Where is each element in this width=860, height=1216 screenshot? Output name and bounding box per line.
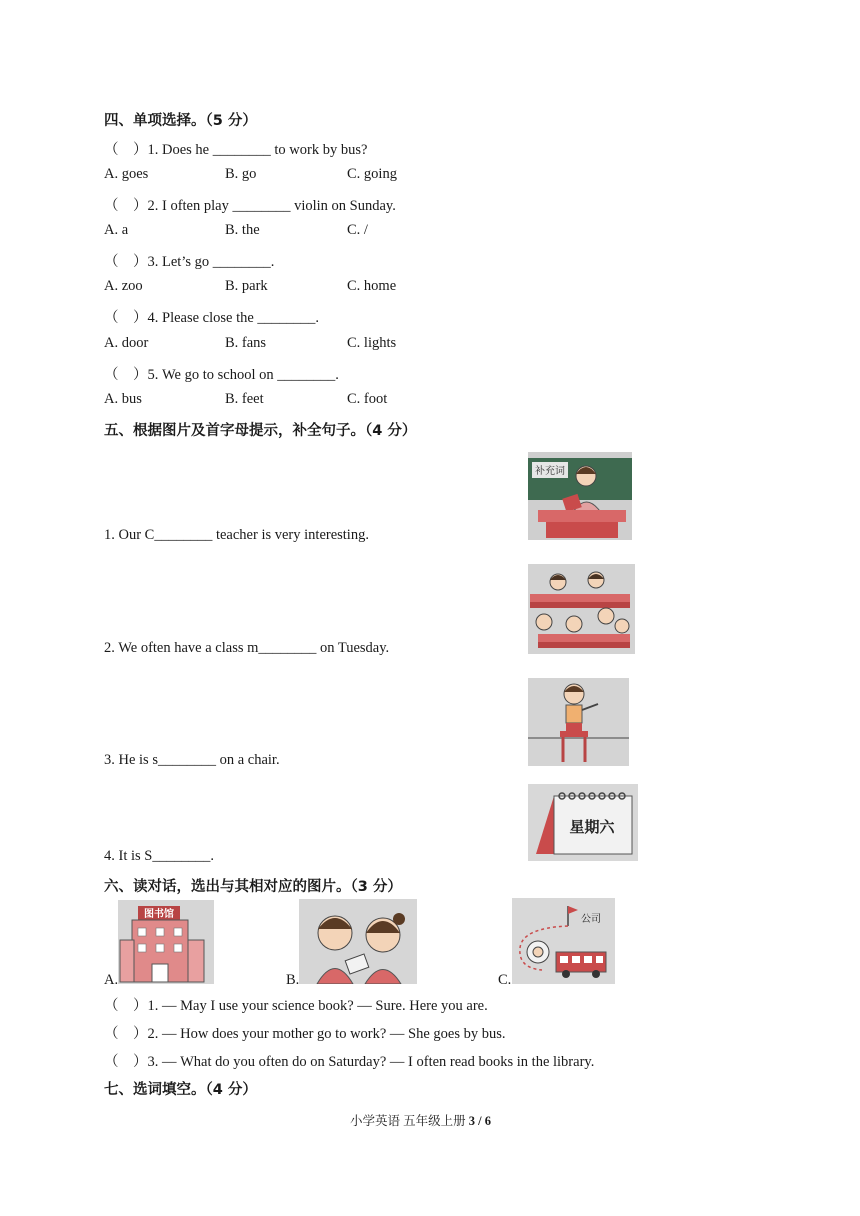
q4-option-a: A. door: [104, 335, 149, 351]
q2-stem: （ ）2. I often play ________ violin on Sunday.: [104, 198, 396, 214]
q5-option-b: B. feet: [225, 391, 264, 407]
q1-option-b: B. go: [225, 166, 257, 182]
class-meeting-picture: [528, 564, 635, 654]
s6-option-c-label: C.: [498, 972, 512, 988]
s6-dialogue-1: （ ）1. — May I use your science book? — Sure. Here you are.: [104, 998, 488, 1014]
q5-option-c: C. foot: [347, 391, 388, 407]
teacher-picture: [528, 452, 632, 540]
s5-sentence-4: 4. It is S________.: [104, 848, 214, 864]
picture-calendar-label: 星期六: [569, 818, 615, 836]
section7-title: 七、选词填空。（4 分）: [104, 1082, 257, 1098]
q5-stem: （ ）5. We go to school on ________.: [104, 367, 339, 383]
s6-option-b-label: B.: [286, 972, 300, 988]
q5-option-a: A. bus: [104, 391, 142, 407]
picture-company-label: 公司: [581, 914, 601, 925]
q2-option-c: C. /: [347, 222, 368, 238]
q3-option-b: B. park: [225, 278, 268, 294]
calendar-picture: [528, 784, 638, 861]
footer-subject: 小学英语 五年级上册: [350, 1114, 469, 1128]
s6-dialogue-2: （ ）2. — How does your mother go to work? — She goes by bus.: [104, 1026, 506, 1042]
q2-option-b: B. the: [225, 222, 260, 238]
s5-sentence-2: 2. We often have a class m________ on Tuesday.: [104, 640, 390, 656]
q4-option-c: C. lights: [347, 335, 397, 351]
page-footer: [350, 1111, 491, 1129]
boy-on-chair-picture: [528, 678, 629, 766]
q1-stem: （ ）1. Does he ________ to work by bus?: [104, 142, 368, 158]
section4-title: 四、单项选择。（5 分）: [104, 113, 257, 129]
q3-option-a: A. zoo: [104, 278, 143, 294]
picture-board-label: 补充词: [535, 466, 565, 477]
sharing-book-picture: [299, 899, 417, 984]
q1-option-a: A. goes: [104, 166, 149, 182]
s5-sentence-3: 3. He is s________ on a chair.: [104, 752, 280, 768]
q4-stem: （ ）4. Please close the ________.: [104, 310, 320, 326]
q3-option-c: C. home: [347, 278, 397, 294]
s5-sentence-1: 1. Our C________ teacher is very interesting.: [104, 527, 369, 543]
q2-option-a: A. a: [104, 222, 129, 238]
footer-page-number: 3 / 6: [468, 1114, 491, 1128]
q3-stem: （ ）3. Let’s go ________.: [104, 254, 275, 270]
section6-title: 六、读对话，选出与其相对应的图片。（3 分）: [104, 879, 402, 895]
q4-option-b: B. fans: [225, 335, 267, 351]
s6-dialogue-3: （ ）3. — What do you often do on Saturday? — I often read books in the library.: [104, 1054, 595, 1070]
picture-library-label: 图书馆: [144, 909, 174, 920]
bus-to-company-picture: [512, 898, 615, 984]
library-picture: [118, 900, 214, 984]
q1-option-c: C. going: [347, 166, 397, 182]
s6-option-a-label: A.: [104, 972, 119, 988]
section5-title: 五、根据图片及首字母提示，补全句子。（4 分）: [104, 423, 417, 439]
